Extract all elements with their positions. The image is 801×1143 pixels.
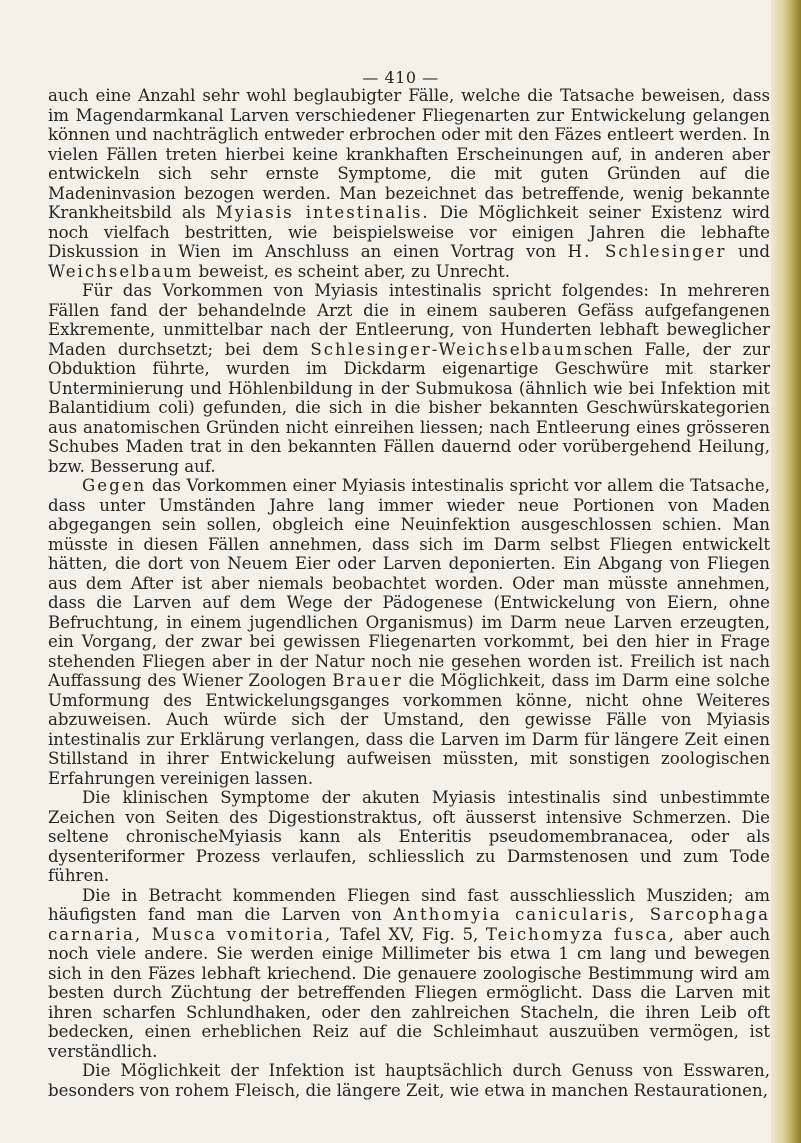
paragraph — [48, 886, 770, 1062]
page-body — [48, 66, 770, 1100]
paragraph — [48, 281, 770, 476]
paragraph-text: auch eine Anzahl sehr wohl beglaubigter Fälle, welche die Tatsache beweisen, dass im Magendarmkanal Larven verschiedener Fliegenarten zur Entwickelung gelangen können und nachträglich entweder erbrochen oder mit den Fäzes entleert werden. In vielen Fällen treten hierbei keine krankhaften Erscheinungen auf, in anderen aber entwickeln sich sehr ernste Symptome, die mit guten Gründen auf die Madeninvasion bezogen werden. Man bezeichnet das betreffende, wenig bekannte Krankheitsbild als — [48, 86, 770, 222]
paragraph-text: aber auch noch viele andere. Sie werden einige Millimeter bis etwa 1 cm lang und bewegen sich in den Fäzes lebhaft kriechend. Die genauere zoologische Bestimmung wird am besten durch Züchtung der betreffenden Fliegen ermöglicht. Dass die Larven mit ihren scharfen Schlundhaken, oder den zahlreichen Stacheln, die ihren Leib oft bedecken, einen erheblichen Reiz auf die Schleimhaut auszuüben vermögen, ist verständlich. — [48, 924, 770, 1061]
paragraph-text: Die Möglichkeit der Infektion ist hauptsächlich durch Genuss von Esswaren, besonders von rohem Fleisch, die längere Zeit, wie etwa in manchen Restaurationen, — [48, 1061, 770, 1100]
paragraph-text: Für das Vorkommen von Myiasis intestinalis spricht folgendes: In mehreren Fällen fand der behandelnde Arzt die in einem sauberen Gefäss aufgefangenen Exkremente, unmittelbar nach der Entleerung, von Hunderten lebhaft beweglicher Maden durchsetzt; bei dem — [48, 281, 770, 359]
paragraph-text: und — [726, 242, 770, 261]
page-number: — 410 — — [362, 68, 439, 87]
paragraph-text: die Möglichkeit, dass im Darm eine solche Umformung des Entwickelungsganges vorkommen könne, nicht ohne Weiteres abzuweisen. Auch würde sich der Umstand, den gewisse Fälle von Myiasis intestinalis zur Erklärung verlangen, dass die Larven im Darm für längere Zeit einen Stillstand in ihrer Entwickelung aufweisen müssten, mit sonstigen zoologischen Erfahrungen vereinigen lassen. — [48, 671, 770, 788]
paragraph — [48, 86, 770, 281]
paragraph-text: das Vorkommen einer Myiasis intestinalis spricht vor allem die Tatsache, dass unter Umständen Jahre lang immer wieder neue Portionen von Maden abgegangen sein sollen, obgleich eine Neuinfektion ausgeschlossen schien. Man müsste in diesen Fällen annehmen, dass sich im Darm selbst Fliegen entwickelt hätten, die dort von Neuem Eier oder Larven deponierten. Ein Abgang von Fliegen aus dem After ist aber niemals beobachtet worden. Oder man müsste annehmen, dass die Larven auf dem Wege der Pädogenese (Entwickelung von Eiern, ohne Befruchtung, in einem jugendlichen Organismus) im Darm neue Larven erzeugten, ein Vorgang, der zwar bei gewissen Fliegenarten vorkommt, bei den hier in Frage stehenden Fliegen aber in der Natur noch nie gesehen worden ist. Freilich ist nach Auffassung des Wiener Zoologen — [48, 476, 770, 690]
spaced-term: Weichselbaum — [48, 261, 194, 281]
spaced-term: Gegen — [82, 476, 147, 495]
spaced-term: Brauer — [332, 671, 403, 690]
paragraph-text: schen Falle, der zur Obduktion führte, wurden im Dickdarm eigenartige Geschwüre mit starker Unterminierung und Höhlenbildung in der Submukosa (ähnlich wie bei Infektion mit Balantidium coli) gefunden, die sich in die bisher bekannten Geschwürskategorien aus anatomischen Gründen nicht einreihen liessen; nach Entleerung eines grösseren Schubes Maden trat in den bekannten Fällen dauernd oder vorübergehend Heilung, bzw. Besserung auf. — [48, 339, 770, 476]
scan-binding-edge — [771, 0, 801, 1143]
paragraph-text: beweist, es scheint aber, zu Unrecht. — [193, 261, 511, 281]
text-block — [48, 86, 770, 1100]
paragraph — [48, 788, 770, 886]
paragraph — [48, 476, 770, 788]
paragraph-text: Die klinischen Symptome der akuten Myiasis intestinalis sind unbestimmte Zeichen von Seiten des Digestionstraktus, oft äusserst intensive Schmerzen. Die seltene chronischeMyiasis kann als Enteritis pseudomembranacea, oder als dysenteriformer Prozess verlaufen, schliesslich zu Darmstenosen und zum Tode führen. — [48, 788, 770, 885]
spaced-term: H. Schlesinger — [567, 242, 727, 261]
spaced-term: Schlesinger-Weichselbaum — [310, 339, 584, 359]
spaced-term: Myiasis intestinalis. — [215, 203, 430, 222]
paragraph-text: Die in Betracht kommenden Fliegen sind fast ausschliesslich Musziden; am häufigsten fand man die Larven von — [48, 885, 770, 924]
spaced-term: Anthomyia canicularis, Sarcophaga carnaria, Musca vomitoria, — [48, 905, 771, 944]
paragraph — [48, 1061, 770, 1100]
paragraph-text: Tafel XV, Fig. 5, — [332, 924, 486, 944]
paragraph-text: Die Möglichkeit seiner Existenz wird noch vielfach bestritten, wie beispielsweise vor einigen Jahren die lebhafte Diskussion in Wien im Anschluss an einen Vortrag von — [48, 203, 771, 261]
spaced-term: Teichomyza fusca, — [485, 924, 676, 944]
